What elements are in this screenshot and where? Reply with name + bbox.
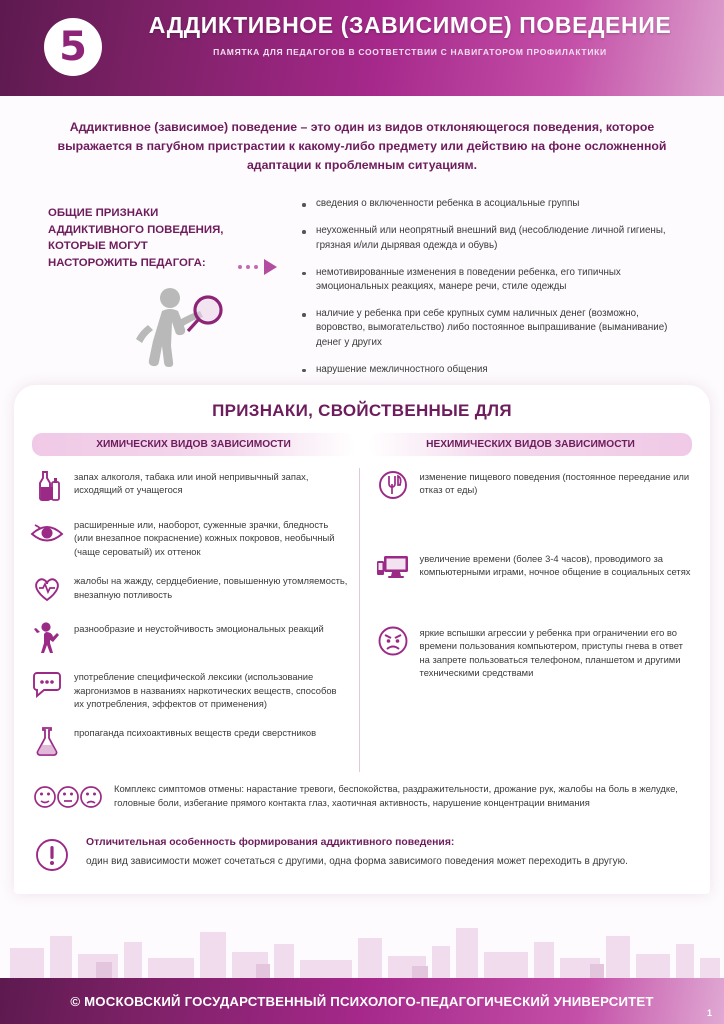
speech-bubble-icon	[30, 668, 64, 702]
list-item-text: изменение пищевого поведения (постоянное переедание или отказ от еды)	[419, 471, 690, 496]
list-item-text: расширенные или, наоборот, суженные зрачки, бледность (или внезапное покраснение) кожных покровов, необычный (чаще сероватый) их оттенок	[74, 519, 335, 557]
list-item	[376, 468, 695, 502]
bottle-icon	[30, 468, 64, 502]
list-item	[30, 468, 349, 502]
page-title: АДДИКТИВНОЕ (ЗАВИСИМОЕ) ПОВЕДЕНИЕ	[148, 12, 672, 38]
eye-icon	[30, 516, 64, 550]
nonchemical-column	[359, 468, 695, 772]
signs-panel	[14, 385, 710, 894]
list-item-text: пропаганда психоактивных веществ среди сверстников	[74, 727, 317, 739]
fork-plate-icon	[376, 468, 410, 502]
list-item: нарушение межличностного общения	[300, 363, 688, 377]
list-item-text: жалобы на жажду, сердцебиение, повышенную утомляемость, внезапную потливость	[74, 575, 348, 600]
list-item: наличие у ребенка при себе крупных сумм наличных денег (возможно, воровство, вымогательство) либо постоянное выпрашивание (выманивание) денег у других	[300, 307, 688, 350]
list-item-text: употребление специфической лексики (использование жаргонизмов в названиях наркотических веществ, способов их употребления, эффектов от применения)	[74, 671, 337, 709]
intro-paragraph: Аддиктивное (зависимое) поведение – это один из видов отклоняющегося поведения, которое выражается в пагубном пристрастии к какому-либо предмету или действию на фоне осложненной адаптации к проблемным ситуациям.	[57, 120, 667, 173]
list-item-text: увеличение времени (более 3-4 часов), проводимого за компьютерными играми, ночное общение в социальных сетях	[419, 553, 691, 578]
list-item: сведения о включенности ребенка в асоциальные группы	[300, 197, 688, 211]
general-signs-heading: ОБЩИЕ ПРИЗНАКИ АДДИКТИВНОГО ПОВЕДЕНИЯ, КОТОРЫЕ МОГУТ НАСТОРОЖИТЬ ПЕДАГОГА:	[48, 207, 224, 269]
page-number: 1	[706, 1008, 712, 1018]
header-badge-number: 5	[44, 18, 102, 76]
withdrawal-block	[14, 772, 710, 815]
list-item	[30, 724, 349, 758]
arrow-pointer-icon	[238, 259, 277, 275]
general-signs-section	[0, 197, 724, 385]
computer-icon	[376, 550, 410, 584]
three-faces-icon	[34, 782, 104, 815]
page-footer	[0, 978, 724, 1024]
person-emotion-icon	[30, 620, 64, 654]
special-note-block	[14, 815, 710, 884]
column-header-chemical: ХИМИЧЕСКИХ ВИДОВ ЗАВИСИМОСТИ	[32, 433, 355, 456]
panel-title: ПРИЗНАКИ, СВОЙСТВЕННЫЕ ДЛЯ	[212, 401, 512, 421]
list-item	[30, 572, 349, 606]
chemical-column	[30, 468, 349, 772]
panel-column-headers	[14, 433, 710, 456]
angry-face-icon	[376, 624, 410, 658]
special-note-text: один вид зависимости может сочетаться с другими, одна форма зависимого поведения может переходить в другую.	[86, 856, 628, 868]
special-note-title: Отличительная особенность формирования аддиктивного поведения:	[86, 837, 455, 849]
header-title-group	[120, 12, 700, 57]
column-header-nonchemical: НЕХИМИЧЕСКИХ ВИДОВ ЗАВИСИМОСТИ	[369, 433, 692, 456]
general-signs-bullets	[300, 197, 688, 390]
list-item	[376, 624, 695, 679]
exclamation-icon	[34, 835, 74, 878]
list-item-text: яркие вспышки агрессии у ребенка при ограничении его во времени пользования компьютером, приступы гнева в ответ на запрете пользоваться телефоном, планшетом и другими техническими средствами	[419, 627, 683, 679]
heart-pulse-icon	[30, 572, 64, 606]
page-header	[0, 0, 724, 96]
flask-icon	[30, 724, 64, 758]
footer-text: © МОСКОВСКИЙ ГОСУДАРСТВЕННЫЙ ПСИХОЛОГО-ПЕДАГОГИЧЕСКИЙ УНИВЕРСИТЕТ	[70, 993, 654, 1009]
list-item	[30, 668, 349, 710]
page-subtitle: ПАМЯТКА ДЛЯ ПЕДАГОГОВ В СООТВЕТСТВИИ С НАВИГАТОРОМ ПРОФИЛАКТИКИ	[213, 47, 607, 58]
withdrawal-text: Комплекс симптомов отмены: нарастание тревоги, беспокойства, раздражительности, дрожание рук, жалобы на боль в желудке, головные боли, избегание прямого контакта глаз, хаотичная активность, нарушение концентрации внимания	[114, 783, 678, 809]
list-item	[30, 620, 349, 654]
list-item: немотивированные изменения в поведении ребенка, его типичных эмоциональных реакциях, манере речи, стиле одежды	[300, 266, 688, 294]
list-item-text: запах алкоголя, табака или иной непривычный запах, исходящий от учащегося	[74, 471, 309, 496]
list-item-text: разнообразие и неустойчивость эмоциональных реакций	[74, 623, 324, 635]
panel-columns	[14, 456, 710, 772]
list-item	[30, 516, 349, 558]
list-item	[376, 550, 695, 584]
list-item: неухоженный или неопрятный внешний вид (несоблюдение личной гигиены, грязная и/или дырявая одежда и обувь)	[300, 224, 688, 252]
person-with-magnifier-icon	[126, 285, 236, 375]
special-note-body	[86, 835, 628, 869]
skyline-decoration	[0, 922, 724, 978]
